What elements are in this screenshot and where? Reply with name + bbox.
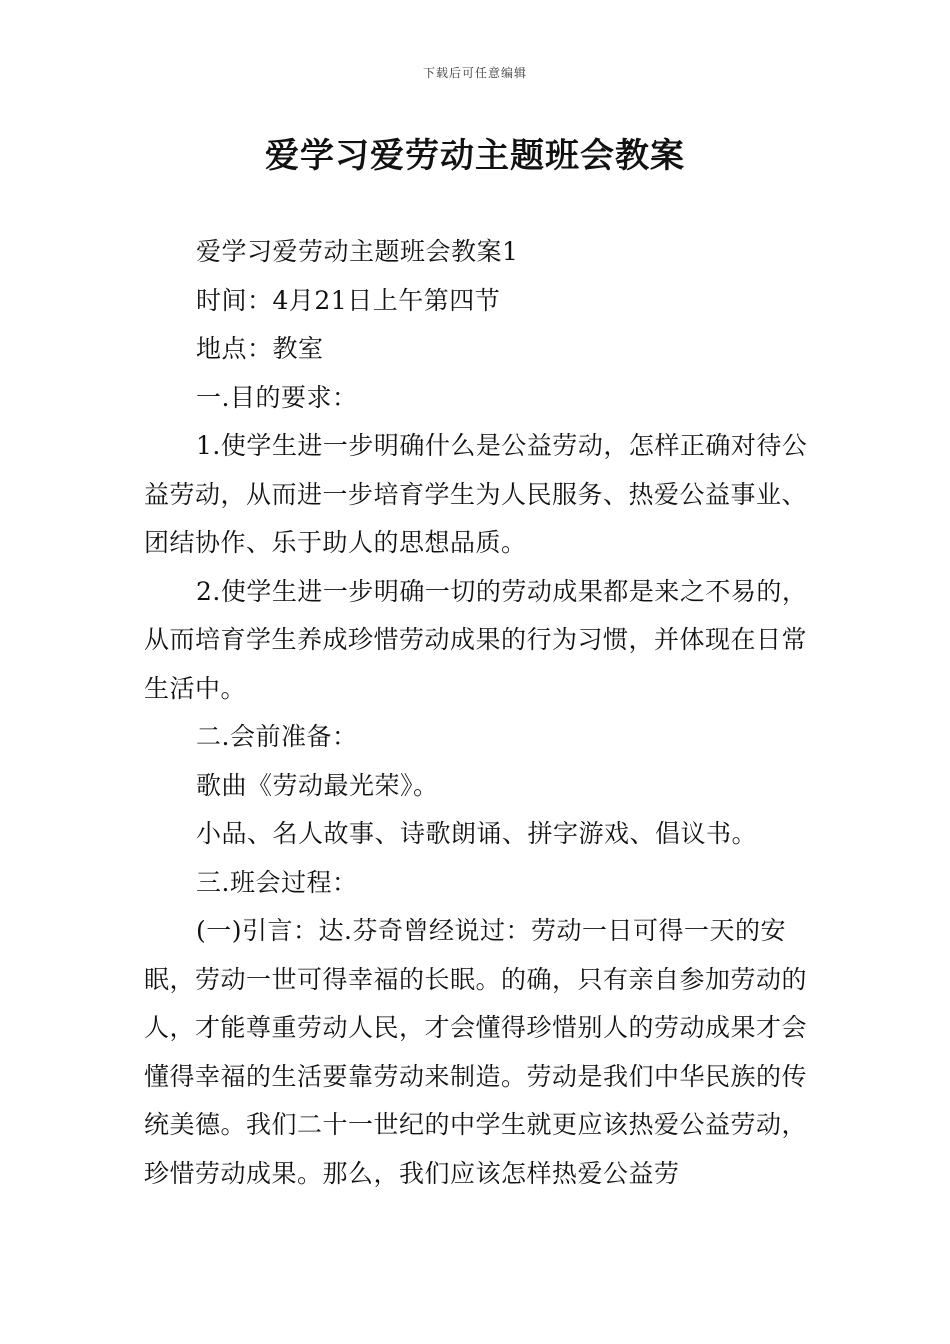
goal-paragraph-1: 1.使学生进一步明确什么是公益劳动，怎样正确对待公益劳动，从而进一步培育学生为人民服务、热爱公益事业、团结协作、乐于助人的思想品质。 [144,431,808,557]
section-heading-process: 三.班会过程： [196,867,358,897]
subtitle-paragraph: 爱学习爱劳动主题班会教案1 [196,237,519,266]
document-title: 爱学习爱劳动主题班会教案 [265,136,685,176]
preparation-activities: 小品、名人故事、诗歌朗诵、拼字游戏、倡议书。 [196,819,758,848]
location-paragraph: 地点：教室 [196,334,324,363]
goal-paragraph-2: 2.使学生进一步明确一切的劳动成果都是来之不易的，从而培育学生养成珍惜劳动成果的行为习惯，并体现在日常生活中。 [144,576,808,703]
document-body [144,228,809,1198]
time-paragraph: 时间：4月21日上午第四节 [196,285,501,315]
introduction-paragraph: (一)引言：达.芬奇曾经说过：劳动一日可得一天的安眠，劳动一世可得幸福的长眠。的确，只有亲自参加劳动的人，才能尊重劳动人民，才会懂得珍惜别人的劳动成果才会懂得幸福的生活要靠劳动来制造。劳动是我们中华民族的传统美德。我们二十一世纪的中学生就更应该热爱公益劳动，珍惜劳动成果。那么，我们应该怎样热爱公益劳 [144,916,808,1188]
section-heading-goals: 一.目的要求： [196,382,358,412]
preparation-song: 歌曲《劳动最光荣》。 [196,770,439,800]
header-note: 下载后可任意编辑 [422,66,527,80]
section-heading-preparation: 二.会前准备： [196,722,358,751]
